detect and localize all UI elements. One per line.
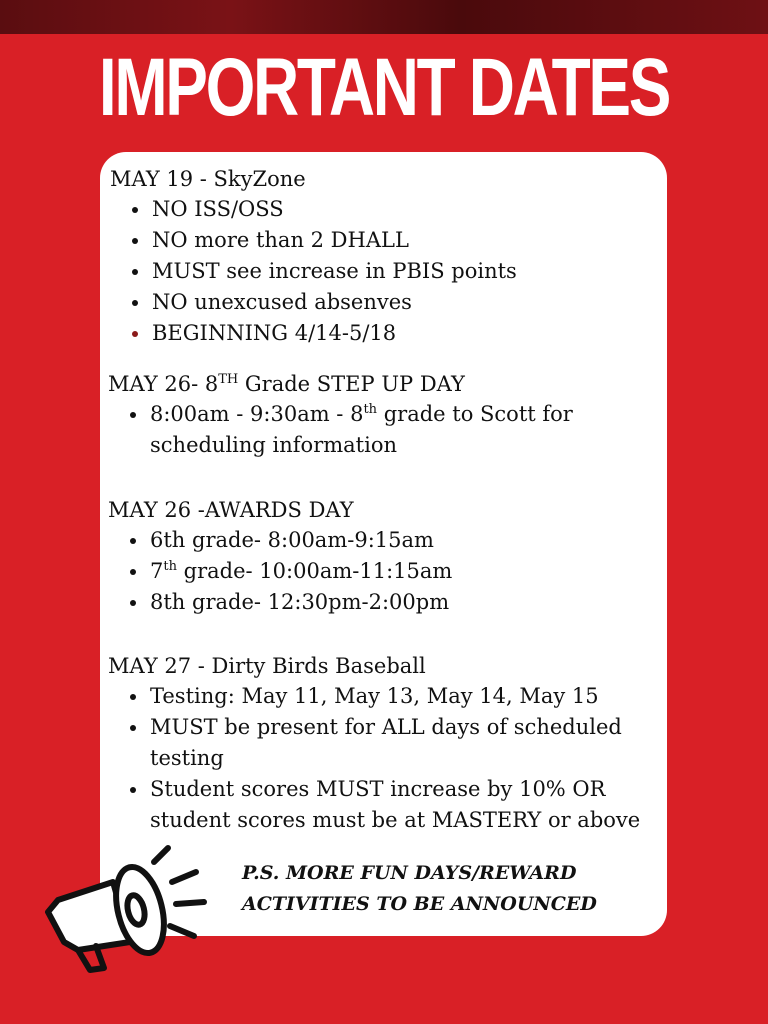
bullet-list	[108, 399, 573, 461]
list-item: 8:00am - 9:30am - 8th grade to Scott for scheduling information	[150, 399, 573, 461]
bullet-list	[108, 681, 640, 836]
list-item: Testing: May 11, May 13, May 14, May 15	[150, 681, 640, 712]
list-item: BEGINNING 4/14-5/18	[152, 318, 517, 349]
bullet-list	[110, 194, 517, 349]
list-item: Student scores MUST increase by 10% OR student scores must be at MASTERY or above	[150, 774, 640, 836]
list-item: 7th grade- 10:00am-11:15am	[150, 556, 452, 587]
list-item: 8th grade- 12:30pm-2:00pm	[150, 587, 452, 618]
section-skyzone	[110, 164, 517, 349]
list-item: MUST be present for ALL days of scheduled testing	[150, 712, 640, 774]
list-item: NO more than 2 DHALL	[152, 225, 517, 256]
list-item: 6th grade- 8:00am-9:15am	[150, 525, 452, 556]
ps-note: P.S. MORE FUN DAYS/REWARD ACTIVITIES TO BE ANNOUNCED	[242, 862, 597, 915]
section-dirty-birds	[108, 651, 640, 836]
list-item: MUST see increase in PBIS points	[152, 256, 517, 287]
section-heading: MAY 26- 8TH Grade STEP UP DAY	[108, 372, 465, 396]
page-title: IMPORTANT DATES	[98, 42, 670, 133]
top-texture-strip	[0, 0, 768, 34]
bullet-list	[108, 525, 452, 618]
section-heading: MAY 27 - Dirty Birds Baseball	[108, 654, 426, 678]
list-item: NO unexcused absenves	[152, 287, 517, 318]
section-heading: MAY 19 - SkyZone	[110, 167, 306, 191]
megaphone-icon	[38, 842, 218, 977]
section-awards-day	[108, 495, 452, 618]
section-step-up-day	[108, 369, 573, 461]
list-item: NO ISS/OSS	[152, 194, 517, 225]
section-heading: MAY 26 -AWARDS DAY	[108, 498, 354, 522]
